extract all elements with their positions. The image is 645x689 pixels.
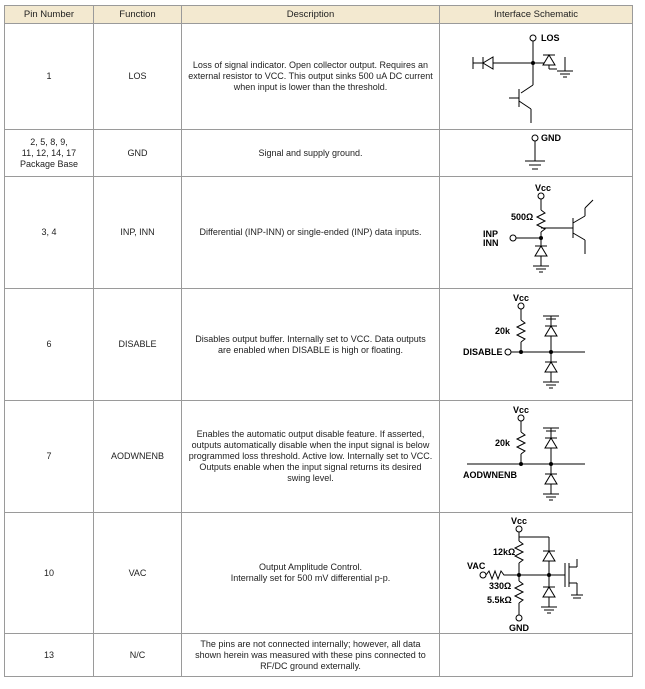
inn-label: INN — [483, 237, 499, 248]
table-row — [5, 24, 633, 130]
aodwnenb-label: AODWNENB — [463, 469, 517, 480]
pin-number-cell: 6 — [5, 289, 94, 401]
pin-number-cell: 10 — [5, 513, 94, 634]
vcc-label: Vcc — [535, 182, 552, 193]
gnd-schematic — [461, 131, 611, 175]
pin-number-cell: 7 — [5, 401, 94, 513]
resistor-5k5-label: 5.5kΩ — [487, 595, 512, 605]
inp-schematic — [461, 180, 611, 286]
resistor-label: 20k — [495, 437, 511, 448]
function-cell: N/C — [94, 634, 182, 677]
pin-number-cell: 1 — [5, 24, 94, 130]
pin-description-table — [4, 5, 633, 677]
description-cell: The pins are not connected internally; however, all data shown herein was measured with these pins connected to RF/DC ground externally. — [182, 634, 440, 677]
disable-label: DISABLE — [463, 346, 503, 357]
pin-number-cell: 13 — [5, 634, 94, 677]
vcc-label: Vcc — [513, 292, 530, 303]
header-pin-number: Pin Number — [5, 6, 94, 24]
function-cell: VAC — [94, 513, 182, 634]
table-row — [5, 401, 633, 513]
description-cell: Loss of signal indicator. Open collector output. Requires an external resistor to VCC. This output sinks 500 uA DC current when input is lower than the threshold. — [182, 24, 440, 130]
los-schematic — [461, 27, 611, 127]
description-cell: Disables output buffer. Internally set to VCC. Data outputs are enabled when DISABLE is high or floating. — [182, 289, 440, 401]
schematic-cell — [440, 513, 633, 634]
description-cell: Enables the automatic output disable feature. If asserted, outputs automatically disable when the input signal is below programmed loss threshold. Active low. Internally set to VCC. Outputs enable when the input signal returns its desired swing level. — [182, 401, 440, 513]
header-function: Function — [94, 6, 182, 24]
function-cell: DISABLE — [94, 289, 182, 401]
table-row — [5, 634, 633, 677]
header-schematic: Interface Schematic — [440, 6, 633, 24]
vcc-label: Vcc — [513, 404, 530, 415]
description-cell: Signal and supply ground. — [182, 130, 440, 177]
los-label: LOS — [541, 32, 560, 43]
table-header-row — [5, 6, 633, 24]
table-row — [5, 130, 633, 177]
vac-label: VAC — [467, 561, 486, 571]
function-cell: AODWNENB — [94, 401, 182, 513]
resistor-label: 20k — [495, 325, 511, 336]
function-cell: INP, INN — [94, 177, 182, 289]
resistor-12k-label: 12kΩ — [493, 547, 516, 557]
function-cell: LOS — [94, 24, 182, 130]
vac-schematic — [461, 515, 611, 631]
resistor-label: 500Ω — [511, 211, 534, 222]
inp-label: INP — [483, 228, 499, 239]
schematic-cell — [440, 130, 633, 177]
gnd-label: GND — [541, 133, 561, 143]
schematic-cell — [440, 177, 633, 289]
aodwnenb-schematic — [461, 404, 611, 510]
resistor-330-label: 330Ω — [489, 581, 512, 591]
description-cell: Output Amplitude Control. Internally set for 500 mV differential p-p. — [182, 513, 440, 634]
schematic-cell — [440, 634, 633, 677]
disable-schematic — [461, 292, 611, 398]
schematic-cell — [440, 289, 633, 401]
header-description: Description — [182, 6, 440, 24]
pin-number-cell: 2, 5, 8, 9, 11, 12, 14, 17 Package Base — [5, 130, 94, 177]
table-row — [5, 289, 633, 401]
schematic-cell — [440, 24, 633, 130]
vcc-label: Vcc — [511, 516, 528, 526]
pin-number-cell: 3, 4 — [5, 177, 94, 289]
table-row — [5, 177, 633, 289]
function-cell: GND — [94, 130, 182, 177]
table-row — [5, 513, 633, 634]
schematic-cell — [440, 401, 633, 513]
description-cell: Differential (INP-INN) or single-ended (INP) data inputs. — [182, 177, 440, 289]
gnd-label: GND — [509, 623, 529, 633]
